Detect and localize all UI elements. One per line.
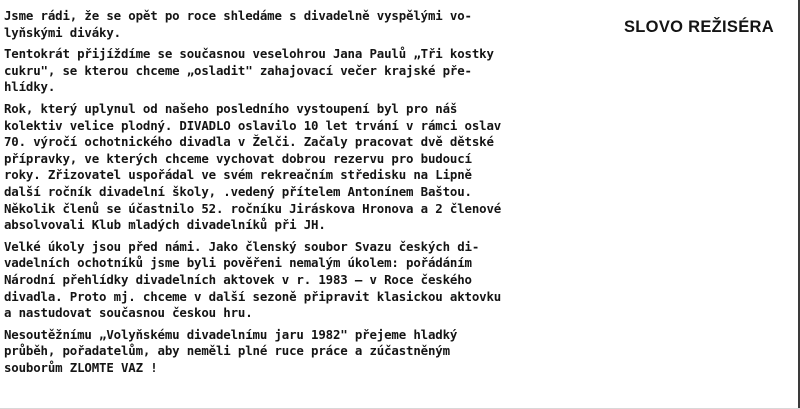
text-line: a nastudovat současnou českou hru. [4, 305, 253, 321]
text-line: souborům ZLOMTE VAZ ! [4, 359, 158, 375]
text-line: Velké úkoly jsou před námi. Jako členský soubor Svazu českých di- [4, 238, 480, 254]
text-line: 70. výročí ochotnického divadla v Želči. Začaly pracovat dvě dětské [4, 134, 494, 150]
text-line: kolektiv velice plodný. DIVADLO oslavilo 10 let trvání v rámci oslav [4, 117, 502, 133]
paragraph-3 [4, 101, 588, 234]
text-line: Nesoutěžnímu „Volyňskému divadelnímu jaru 1982" přejeme hladký [4, 326, 458, 342]
text-line: Rok, který uplynul od našeho posledního vystoupení byl pro náš [4, 100, 458, 116]
text-line: cukru", se kterou chceme „osladit" zahajovací večer krajské pře- [4, 62, 472, 78]
text-line: přípravky, ve kterých chceme vychovat dobrou rezervu pro budoucí [4, 150, 472, 166]
paragraph-4 [4, 239, 588, 322]
text-line: průběh, pořadatelům, aby neměli plné ruce práce a zúčastněným [4, 343, 450, 359]
article-body [4, 8, 588, 381]
section-heading: SLOVO REŽISÉRA [624, 18, 774, 36]
text-line: Několik členů se účastnilo 52. ročníku Jiráskova Hronova a 2 členové [4, 200, 502, 216]
text-line: lyňskými diváky. [4, 24, 121, 40]
text-line: další ročník divadelní školy, .vedený přítelem Antonínem Baštou. [4, 183, 472, 199]
paragraph-5 [4, 327, 588, 377]
paragraph-2 [4, 46, 588, 96]
text-line: Národní přehlídky divadelních aktovek v r. 1983 — v Roce českého [4, 271, 472, 287]
text-line: divadla. Proto mj. chceme v další sezoně připravit klasickou aktovku [4, 288, 502, 304]
text-line: absolvovali Klub mladých divadelníků při JH. [4, 217, 326, 233]
paragraph-1 [4, 8, 588, 41]
text-line: Tentokrát přijíždíme se současnou veselohrou Jana Paulů „Tři kostky [4, 46, 494, 62]
text-line: vadelních ochotníků jsme byli pověřeni nemalým úkolem: pořádáním [4, 255, 472, 271]
text-line: roky. Zřizovatel uspořádal ve svém rekreačním středisku na Lipně [4, 167, 472, 183]
text-line: hlídky. [4, 79, 56, 95]
text-line: Jsme rádi, že se opět po roce shledáme s divadelně vyspělými vo- [4, 8, 472, 23]
